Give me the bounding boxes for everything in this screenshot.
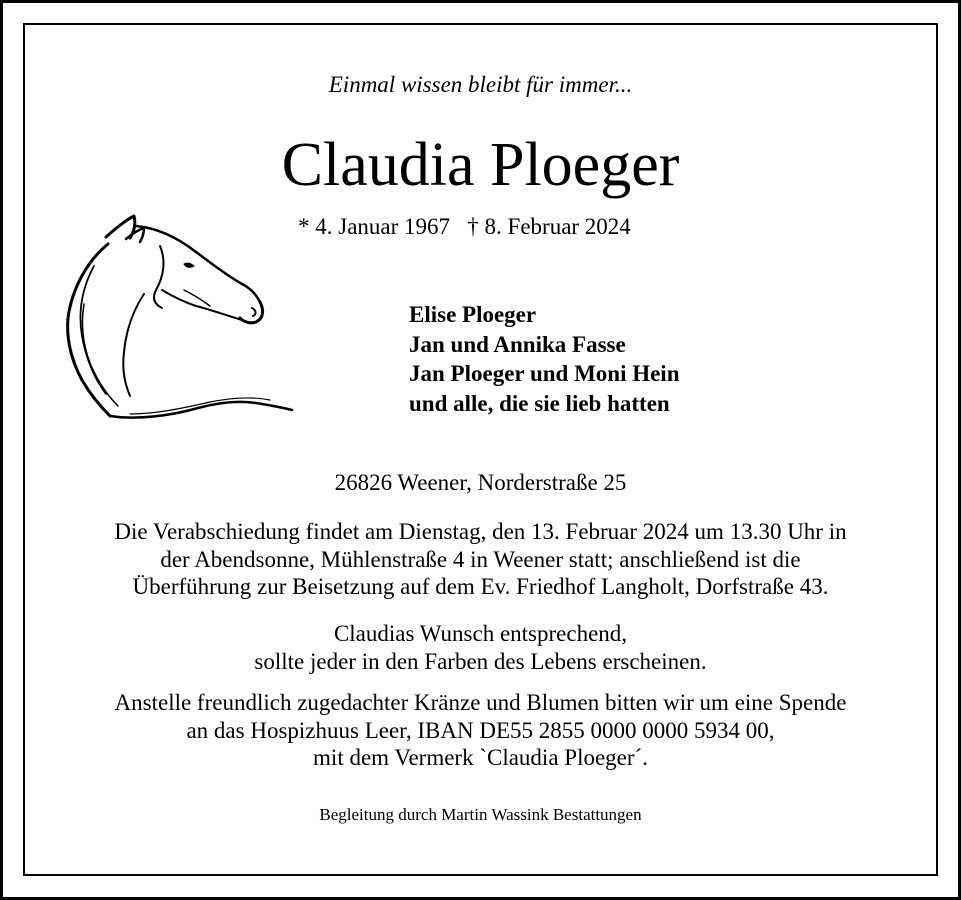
donation-line: an das Hospizhuus Leer, IBAN DE55 2855 0000 0000 5934 00, <box>186 717 775 743</box>
death-date: † 8. Februar 2024 <box>467 214 631 239</box>
life-dates <box>298 214 631 240</box>
undertaker-credit: Begleitung durch Martin Wassink Bestattungen <box>319 805 642 824</box>
address: 26826 Weener, Norderstraße 25 <box>334 470 627 495</box>
donation-paragraph <box>0 689 961 772</box>
wish-paragraph <box>0 620 961 675</box>
family-member: Jan und Annika Fasse <box>409 331 626 357</box>
wish-line: sollte jeder in den Farben des Lebens erscheinen. <box>254 648 707 674</box>
farewell-line: der Abendsonne, Mühlenstraße 4 in Weener statt; anschließend ist die <box>160 546 801 572</box>
farewell-line: Die Verabschiedung findet am Dienstag, den 13. Februar 2024 um 13.30 Uhr in <box>114 519 847 544</box>
wish-line: Claudias Wunsch entsprechend, <box>333 621 628 646</box>
donation-line: Anstelle freundlich zugedachter Kränze und Blumen bitten wir um eine Spende <box>114 690 847 715</box>
motto: Einmal wissen bleibt für immer... <box>328 72 633 97</box>
deceased-name: Claudia Ploeger <box>281 131 680 199</box>
family-member: Jan Ploeger und Moni Hein <box>409 361 680 386</box>
farewell-line: Überführung zur Beisetzung auf dem Ev. Friedhof Langholt, Dorfstraße 43. <box>132 574 829 599</box>
family-member: und alle, die sie lieb hatten <box>409 390 670 416</box>
donation-line: mit dem Vermerk `Claudia Ploeger´. <box>313 745 648 770</box>
family-member: Elise Ploeger <box>409 302 537 327</box>
farewell-paragraph <box>0 518 961 601</box>
horse-head-illustration <box>60 210 300 420</box>
family-list <box>409 300 680 418</box>
birth-date: * 4. Januar 1967 <box>298 214 451 239</box>
